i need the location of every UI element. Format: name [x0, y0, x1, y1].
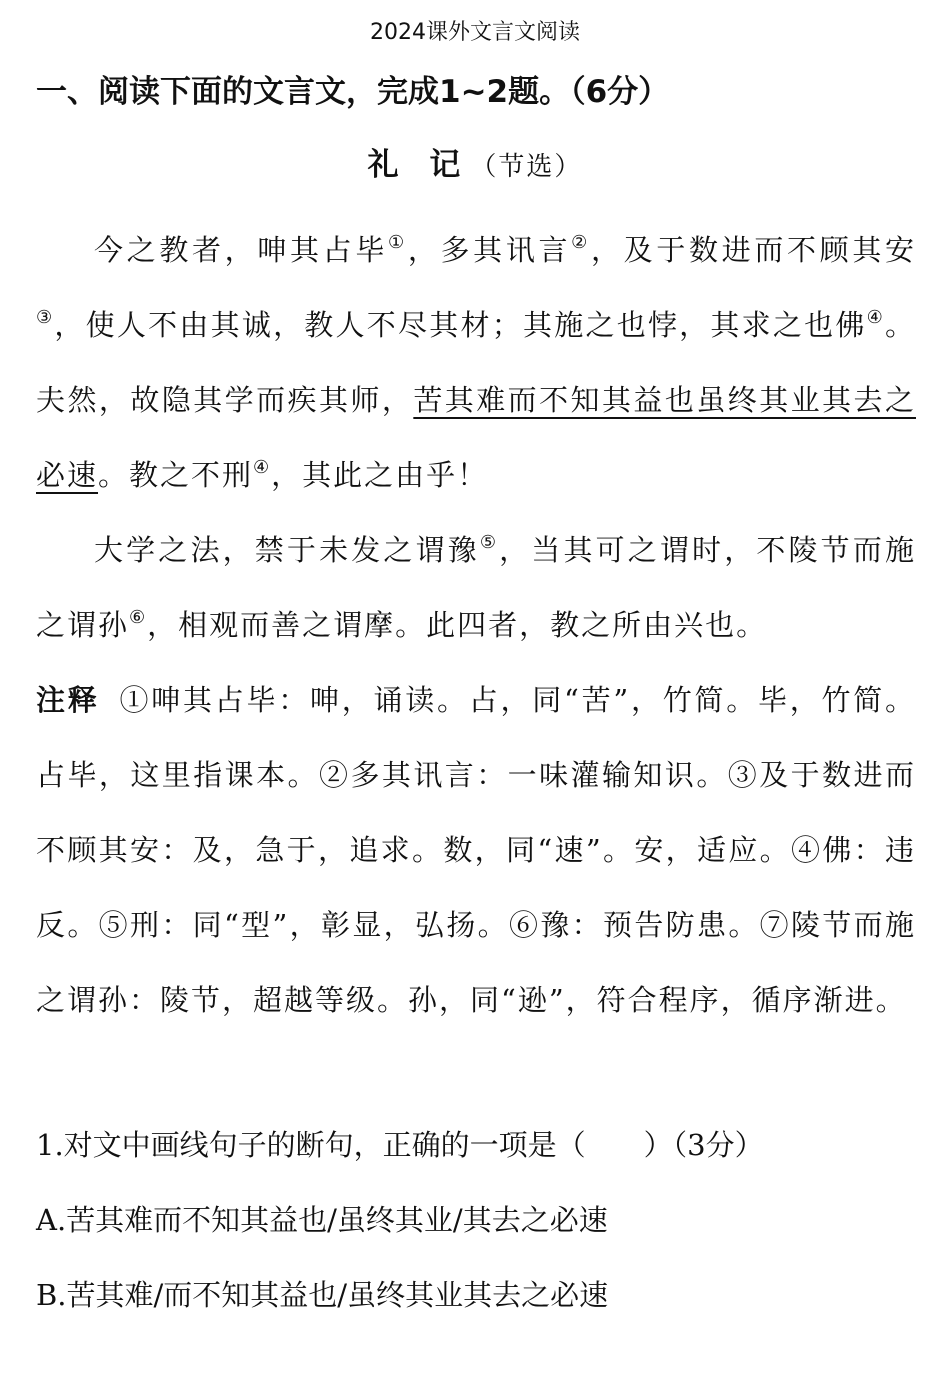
paragraph-text: ，多其讯言	[407, 233, 572, 267]
option-a[interactable]: A.苦其难而不知其益也/虽终其业/其去之必速	[36, 1203, 608, 1237]
paragraph-text: ，相观而善之谓摩。此四者，教之所由兴也。	[147, 608, 768, 642]
annotations	[36, 663, 916, 1038]
section-heading: 一、阅读下面的文言文，完成1~2题。（6分）	[36, 74, 670, 110]
passage-subtitle: （节选）	[470, 152, 583, 182]
footnote-marker: ④	[866, 307, 885, 328]
paragraph-text: 。夫然，故隐其学而疾其师，	[36, 308, 917, 417]
footnote-marker: ④	[253, 457, 272, 478]
footnote-marker: ⑤	[479, 532, 500, 553]
footnote-marker: ②	[571, 232, 591, 253]
page-title: 2024课外文言文阅读	[370, 20, 580, 45]
passage-title	[0, 143, 950, 189]
annotations-label: 注释	[36, 683, 100, 717]
paragraph-text: ，及于数进而不顾其安	[590, 233, 916, 267]
option-b[interactable]: B.苦其难/而不知其益也/虽终其业其去之必速	[36, 1278, 609, 1312]
paragraph-text: ，使人不由其诚，教人不尽其材；其施之也悖，其求之也佛	[54, 308, 867, 342]
footnote-marker: ③	[36, 307, 55, 328]
paragraph-text: ，其此之由乎！	[271, 458, 489, 492]
passage-title-text: 礼 记	[367, 147, 471, 183]
footnote-marker: ⑥	[129, 607, 148, 628]
passage-body	[36, 213, 916, 1038]
passage-paragraph-1	[36, 213, 916, 513]
paragraph-text: 今之教者，呻其占毕	[94, 233, 389, 267]
paragraph-text: 。教之不刑	[98, 458, 254, 492]
annotations-text: ①呻其占毕：呻，诵读。占，同“苦”，竹简。毕，竹简。占毕，这里指课本。②多其讯言：一味灌输知识。③及于数进而不顾其安：及，急于，追求。数，同“速”。安，适应。④佛：违反。⑤刑：同“型”，彰显，弘扬。⑥豫：预告防患。⑦陵节而施之谓孙：陵节，超越等级。孙，同“逊”，符合程序，循序渐进。	[36, 683, 916, 1017]
question-1	[36, 1108, 936, 1333]
underlined-sentence: 苦其难而不知其益也虽终其业其去之必速	[36, 383, 916, 492]
paragraph-text: 大学之法，禁于未发之谓豫	[94, 533, 480, 567]
footnote-marker: ①	[388, 232, 408, 253]
paragraph-text: ，当其可之谓时，不陵节而施之谓孙	[36, 533, 916, 642]
passage-paragraph-2	[36, 513, 916, 663]
question-stem: 1.对文中画线句子的断句，正确的一项是（ ）（3分）	[36, 1128, 764, 1162]
